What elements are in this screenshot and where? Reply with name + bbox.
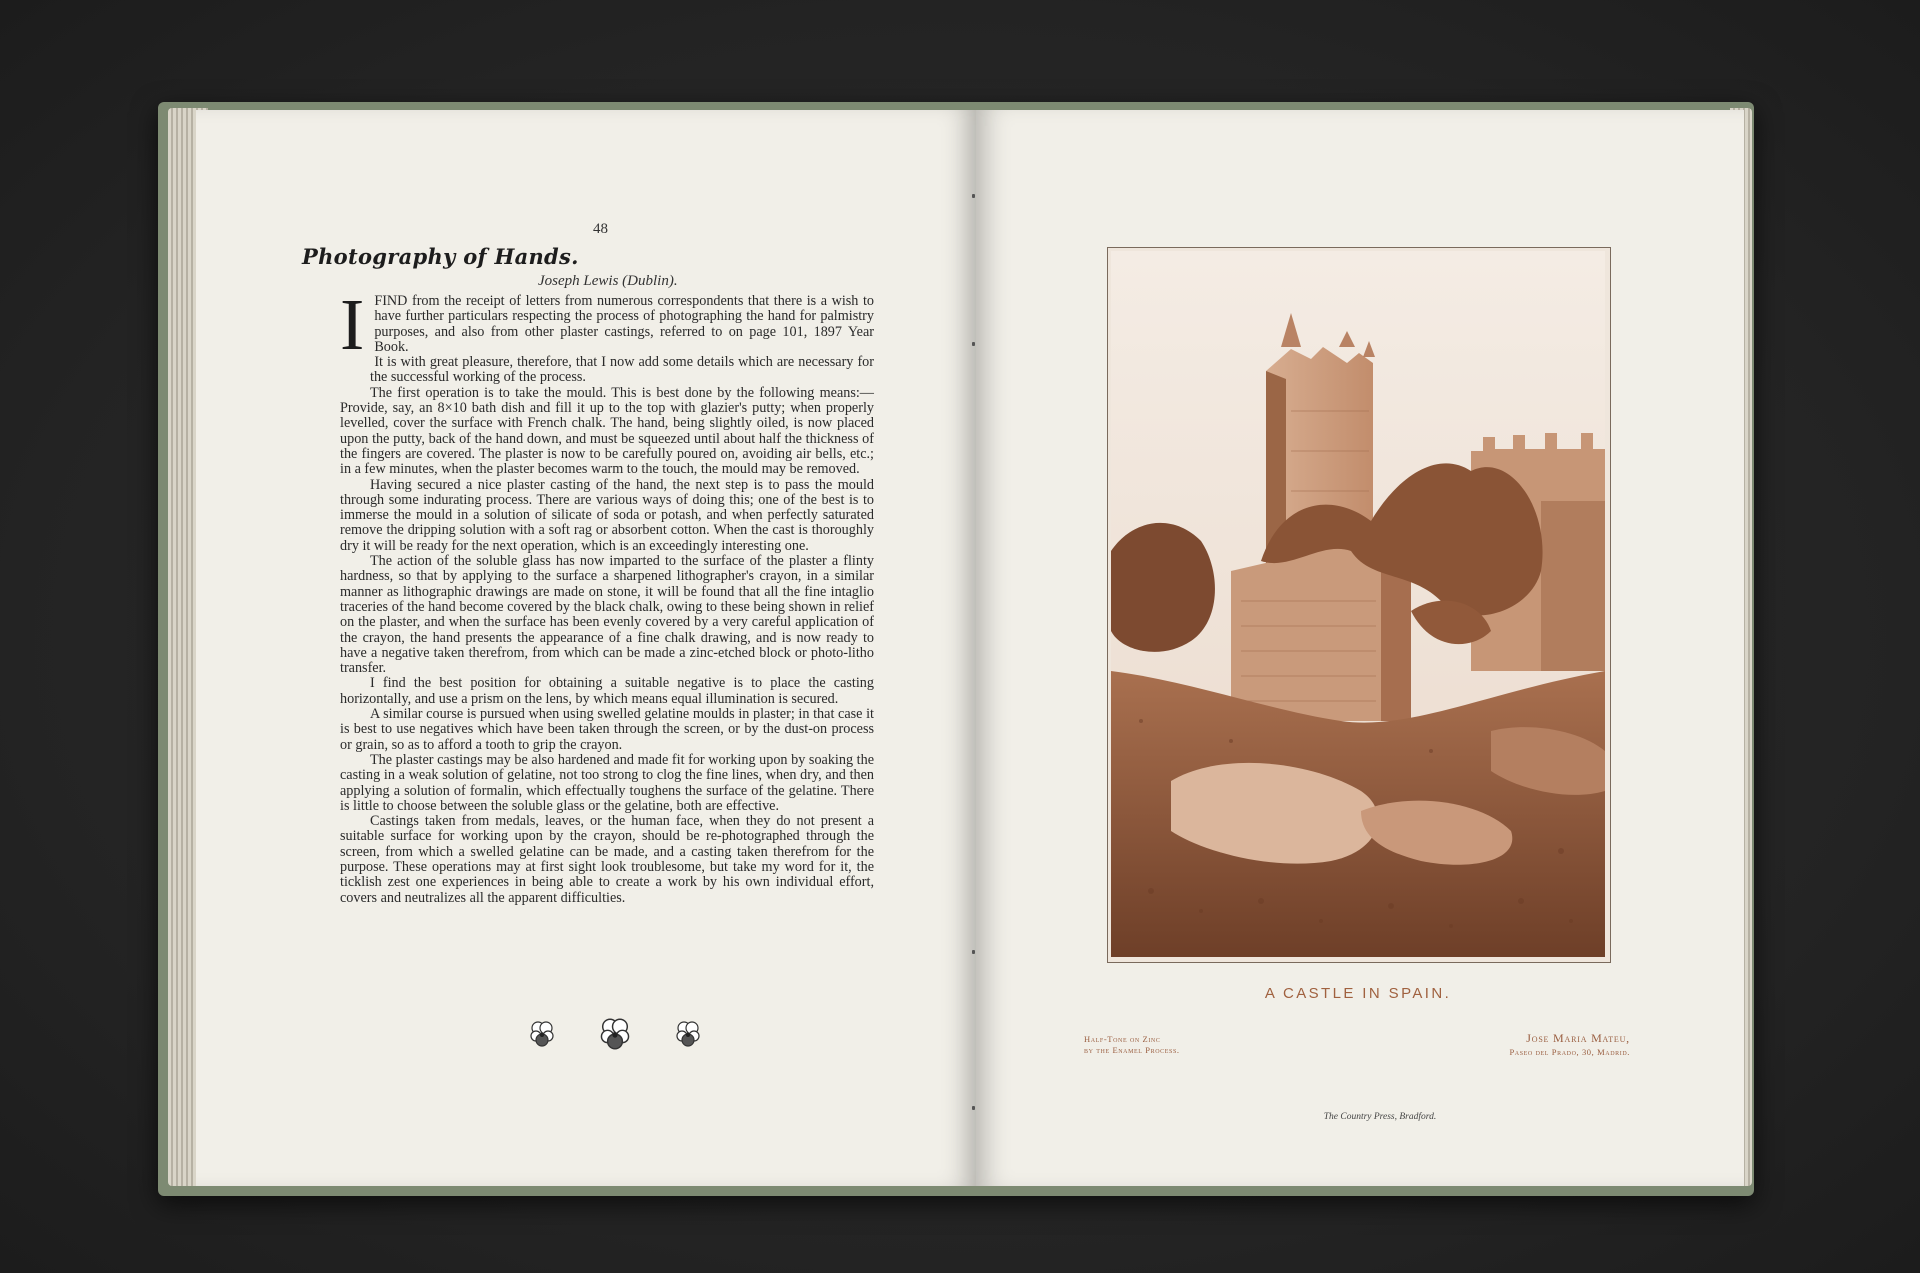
paragraph: FIND from the receipt of letters from numerous correspondents that there is a wish to have further particulars respecting the process of photographing the hand for palmistry purposes, and also from other plaster castings, referred to on page 101, 1897 Year Book. bbox=[374, 293, 874, 355]
pansy-ornament bbox=[530, 1014, 700, 1054]
drop-cap: I bbox=[340, 284, 365, 365]
paragraph: The action of the soluble glass has now imparted to the surface of the plaster a flinty hardness, so that by applying to the surface a sharpened lithographer's crayon, in a similar manner as lithographic drawings are made on stone, it will be found that all the fine intaglio traceries of the hand become covered by the black chalk, owing to these being shown in relief on the plaster, and when the surface has been evenly covered by a very careful application of the crayon, the hand presents the appearance of a fine chalk drawing, and is now ready to have a negative taken therefrom, from which can be made a zinc-etched block or photo-litho transfer. bbox=[340, 553, 874, 677]
paragraph: It is with great pleasure, therefore, that I now add some details which are necessary for the successful working of the process. bbox=[370, 354, 874, 386]
paragraph: Castings taken from medals, leaves, or the human face, when they do not present a suitable surface for working upon by the crayon, should be re-photographed through the screen, from which a swelled gelatine can be made, and a casting taken therefrom for the purpose. These operations may at first sight look troublesome, but take my word for it, the ticklish zest one experiences in being able to create a work by his own individual effort, covers and neutralizes all the apparent difficulties. bbox=[340, 813, 874, 906]
photo-caption: A CASTLE IN SPAIN. bbox=[1264, 985, 1452, 1002]
castle-photograph bbox=[1111, 251, 1605, 957]
process-credit-line: by the Enamel Process. bbox=[1084, 1045, 1180, 1055]
binding-hole bbox=[972, 342, 975, 346]
pansy-icon bbox=[530, 1021, 554, 1047]
paragraph: The plaster castings may be also hardened and made fit for working upon by soaking the casting in a weak solution of gelatine, not too strong to clog the fine lines, when dry, and then applying a solution of formalin, which effectually toughens the surface of the gelatine. There is little to choose between the soluble glass or the gelatine, both are effective. bbox=[340, 751, 874, 814]
paragraph: I find the best position for obtaining a suitable negative is to place the casting horizontally, and use a prism on the lens, by which means equal illumination is secured. bbox=[340, 675, 874, 707]
photographer-address: Paseo del Prado, 30, Madrid. bbox=[1509, 1047, 1630, 1057]
article-byline: Joseph Lewis (Dublin). bbox=[538, 273, 678, 289]
photographer-credit bbox=[1430, 1031, 1630, 1057]
article-body bbox=[340, 284, 874, 906]
process-credit-line: Half-Tone on Zinc bbox=[1084, 1034, 1161, 1044]
binding-hole bbox=[972, 1106, 975, 1110]
page-number: 48 bbox=[593, 221, 608, 237]
castle-image bbox=[1111, 251, 1605, 957]
pansy-icon bbox=[676, 1021, 700, 1047]
article-title: Photography of Hands. bbox=[302, 244, 579, 269]
paragraph: The first operation is to take the mould. This is best done by the following means:—Provide, say, an 8×10 bath dish and fill it up to the top with glazier's putty; when properly levelled, cover the surface with French chalk. The hand, being slightly oiled, is now placed upon the putty, back of the hand down, and must be squeezed until about half the thickness of the fingers are covered. The plaster is now to be carefully poured on, avoiding air bells, etc.; in a few minutes, when the plaster becomes warm to the touch, the mould may be removed. bbox=[340, 384, 874, 478]
paragraph: Having secured a nice plaster casting of the hand, the next step is to pass the mould through some indurating process. There are various ways of doing this; one of the best is to immerse the mould in a solution of silicate of soda or potash, and when perfectly saturated remove the dripping solution with a soft rag or absorbent cotton. When the cast is thoroughly dry it will be ready for the next operation, which is an exceedingly interesting one. bbox=[340, 476, 874, 554]
binding-hole bbox=[972, 194, 975, 198]
binding-hole bbox=[972, 950, 975, 954]
photographer-name: Jose Maria Mateu, bbox=[1526, 1031, 1630, 1045]
paragraph: A similar course is pursued when using swelled gelatine moulds in plaster; in that case it is best to use negatives which have been taken through the screen, or by the dust-on process or grain, so as to afford a tooth to grip the crayon. bbox=[340, 706, 874, 753]
printer-imprint: The Country Press, Bradford. bbox=[1323, 1112, 1437, 1122]
process-credit bbox=[1084, 1034, 1180, 1056]
pansy-icon bbox=[599, 1018, 631, 1050]
